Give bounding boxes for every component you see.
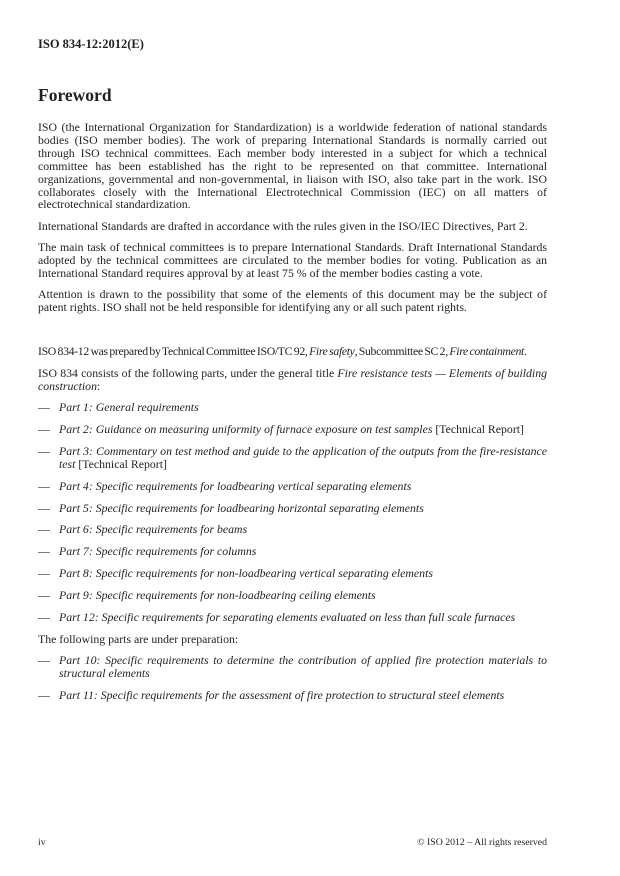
series-intro-text: : [96, 378, 101, 393]
part-note: [Technical Report] [78, 456, 167, 471]
part-title: Part 8: Specific requirements for non-loadbearing vertical separating elements [59, 566, 433, 581]
subcommittee-title: Fire containment [449, 344, 524, 359]
published-part-item [38, 589, 547, 602]
foreword-paragraph-directives: International Standards are drafted in accordance with the rules given in the ISO/IEC Directives, Part 2. [38, 218, 528, 233]
copyright-notice: © ISO 2012 – All rights reserved [417, 837, 547, 848]
foreword-paragraph-patents: Attention is drawn to the possibility that some of the elements of this document may be the subject of patent rights. ISO shall not be held responsible for identifying any or all such patent rights. [38, 287, 547, 315]
list-dash-marker: — [38, 588, 50, 603]
page-number: iv [38, 837, 46, 848]
part-title: Part 5: Specific requirements for loadbearing horizontal separating elements [59, 500, 424, 515]
part-title: Part 7: Specific requirements for columns [59, 544, 257, 559]
published-part-item [38, 480, 547, 493]
part-title: Part 12: Specific requirements for separating elements evaluated on less than full scale furnaces [59, 610, 516, 625]
series-intro [38, 367, 547, 393]
series-general-title: Fire resistance tests — Elements of building construction [38, 365, 547, 393]
published-part-item [38, 423, 547, 436]
list-dash-marker: — [38, 500, 50, 515]
list-dash-marker: — [38, 653, 50, 668]
published-part-item [38, 401, 547, 414]
preparation-intro: The following parts are under preparation: [38, 631, 239, 646]
foreword-body [38, 121, 547, 711]
part-title: Part 11: Specific requirements for the assessment of fire protection to structural steel elements [59, 688, 505, 703]
list-dash-marker: — [38, 566, 50, 581]
prepared-by-statement [38, 345, 547, 358]
prepared-by-text: , Subcommittee SC 2, [354, 344, 450, 359]
planned-part-item [38, 689, 547, 702]
document-identifier: ISO 834-12:2012(E) [38, 37, 144, 51]
part-title: Part 2: Guidance on measuring uniformity of furnace exposure on test samples [59, 421, 433, 436]
list-dash-marker: — [38, 522, 50, 537]
published-part-item [38, 523, 547, 536]
list-dash-marker: — [38, 421, 50, 436]
foreword-heading: Foreword [38, 85, 112, 105]
published-parts-list [38, 401, 547, 624]
list-dash-marker: — [38, 400, 50, 414]
foreword-paragraph-committees: The main task of technical committees is to prepare International Standards. Draft International Standards adopted by the technical committees are circulated to the member bodies for voting. Publication as an International Standard requires approval by at least 75 % of the member bodies casting a vote. [38, 240, 547, 281]
published-part-item [38, 611, 547, 624]
published-part-item [38, 567, 547, 580]
planned-part-item [38, 654, 547, 680]
published-part-item [38, 545, 547, 558]
part-title: Part 9: Specific requirements for non-loadbearing ceiling elements [59, 588, 376, 603]
list-dash-marker: — [38, 443, 50, 458]
parts-in-preparation-list [38, 654, 547, 702]
foreword-paragraph-organization: ISO (the International Organization for Standardization) is a worldwide federation of national standards bodies (ISO member bodies). The work of preparing International Standards is normally carried out through ISO technical committees. Each member body interested in a subject for which a technical committee has been established has the right to be represented on that committee. International organizations, governmental and non-governmental, in liaison with ISO, also take part in the work. ISO collaborates closely with the International Electrotechnical Commission (IEC) on all matters of electrotechnical standardization. [38, 120, 547, 212]
part-title: Part 1: General requirements [59, 400, 199, 414]
part-note: [Technical Report] [435, 421, 524, 436]
list-dash-marker: — [38, 610, 50, 625]
page-footer [38, 837, 547, 849]
committee-title: Fire safety [309, 344, 355, 359]
list-dash-marker: — [38, 544, 50, 559]
list-dash-marker: — [38, 478, 50, 493]
part-title: Part 6: Specific requirements for beams [59, 522, 248, 537]
part-title: Part 3: Commentary on test method and guide to the application of the outputs from the fire-resistance test [59, 443, 547, 471]
part-title: Part 10: Specific requirements to determine the contribution of applied fire protection materials to structural elements [59, 653, 547, 681]
series-intro-text: ISO 834 consists of the following parts, under the general title [38, 365, 338, 380]
prepared-by-text: . [523, 344, 527, 359]
prepared-by-text: ISO 834-12 was prepared by Technical Committee ISO/TC 92, [38, 344, 310, 359]
published-part-item [38, 502, 547, 515]
list-dash-marker: — [38, 688, 50, 703]
published-part-item [38, 445, 547, 471]
part-title: Part 4: Specific requirements for loadbearing vertical separating elements [59, 478, 412, 493]
